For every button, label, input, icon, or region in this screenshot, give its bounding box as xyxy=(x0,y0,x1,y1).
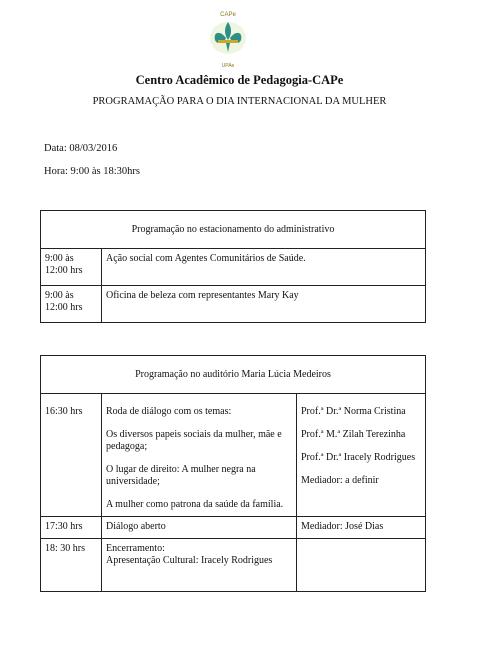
time-start: 9:00 às xyxy=(45,253,74,264)
time-end: 12:00 hrs xyxy=(45,302,83,313)
table-title: Programação no estacionamento do administrativo xyxy=(41,211,426,249)
document-title: Centro Acadêmico de Pedagogia-CAPe xyxy=(135,73,344,87)
table-title: Programação no auditório Maria Lúcia Medeiros xyxy=(41,356,426,394)
table-row xyxy=(41,286,426,323)
activity-cell: Ação social com Agentes Comunitários de Saúde. xyxy=(102,249,426,286)
time-end: 12:00 hrs xyxy=(45,265,83,276)
document-subtitle: PROGRAMAÇÃO PARA O DIA INTERNACIONAL DA MULHER xyxy=(92,96,387,107)
activity-cell: Diálogo aberto xyxy=(102,517,297,539)
schedule-table-parking xyxy=(40,210,426,323)
event-time: Hora: 9:00 às 18:30hrs xyxy=(44,166,140,177)
logo-top-text: CAPe xyxy=(220,12,236,18)
table-row xyxy=(41,249,426,286)
table-row xyxy=(41,539,426,592)
activity-line: A mulher como patrona da saúde da família. xyxy=(106,499,284,510)
time-cell xyxy=(41,286,102,323)
person-line: Prof.ª M.ª Zilah Terezinha xyxy=(301,429,406,440)
activity-line: Os diversos papeis sociais da mulher, mãe e pedagoga; xyxy=(106,429,282,452)
table-row xyxy=(41,394,426,517)
time-cell: 18: 30 hrs xyxy=(41,539,102,592)
logo-bottom-text: UPAe xyxy=(221,63,235,69)
activity-line: Roda de diálogo com os temas: xyxy=(106,406,232,417)
activity-cell xyxy=(102,394,297,517)
fleur-de-lis-icon xyxy=(208,18,248,58)
people-cell xyxy=(297,394,426,517)
person-line: Prof.ª Dr.ª Iracely Rodrigues xyxy=(301,452,416,463)
time-cell: 17:30 hrs xyxy=(41,517,102,539)
time-cell xyxy=(41,249,102,286)
time-cell: 16:30 hrs xyxy=(41,394,102,517)
cape-logo xyxy=(208,12,248,69)
activity-line: Apresentação Cultural: Iracely Rodrigues xyxy=(106,555,273,566)
person-cell xyxy=(297,539,426,592)
activity-cell xyxy=(102,539,297,592)
event-date: Data: 08/03/2016 xyxy=(44,143,118,154)
activity-line: Encerramento: xyxy=(106,543,165,554)
person-line: Prof.ª Dr.ª Norma Cristina xyxy=(301,406,406,417)
table-row xyxy=(41,517,426,539)
activity-cell: Oficina de beleza com representantes Mary Kay xyxy=(102,286,426,323)
person-cell: Mediador: José Dias xyxy=(297,517,426,539)
table-header-row xyxy=(41,211,426,249)
schedule-table-auditorium xyxy=(40,355,426,592)
table-header-row xyxy=(41,356,426,394)
time-start: 9:00 às xyxy=(45,290,74,301)
activity-line: O lugar de direito: A mulher negra na universidade; xyxy=(106,464,256,487)
person-line: Mediador: a definir xyxy=(301,475,379,486)
